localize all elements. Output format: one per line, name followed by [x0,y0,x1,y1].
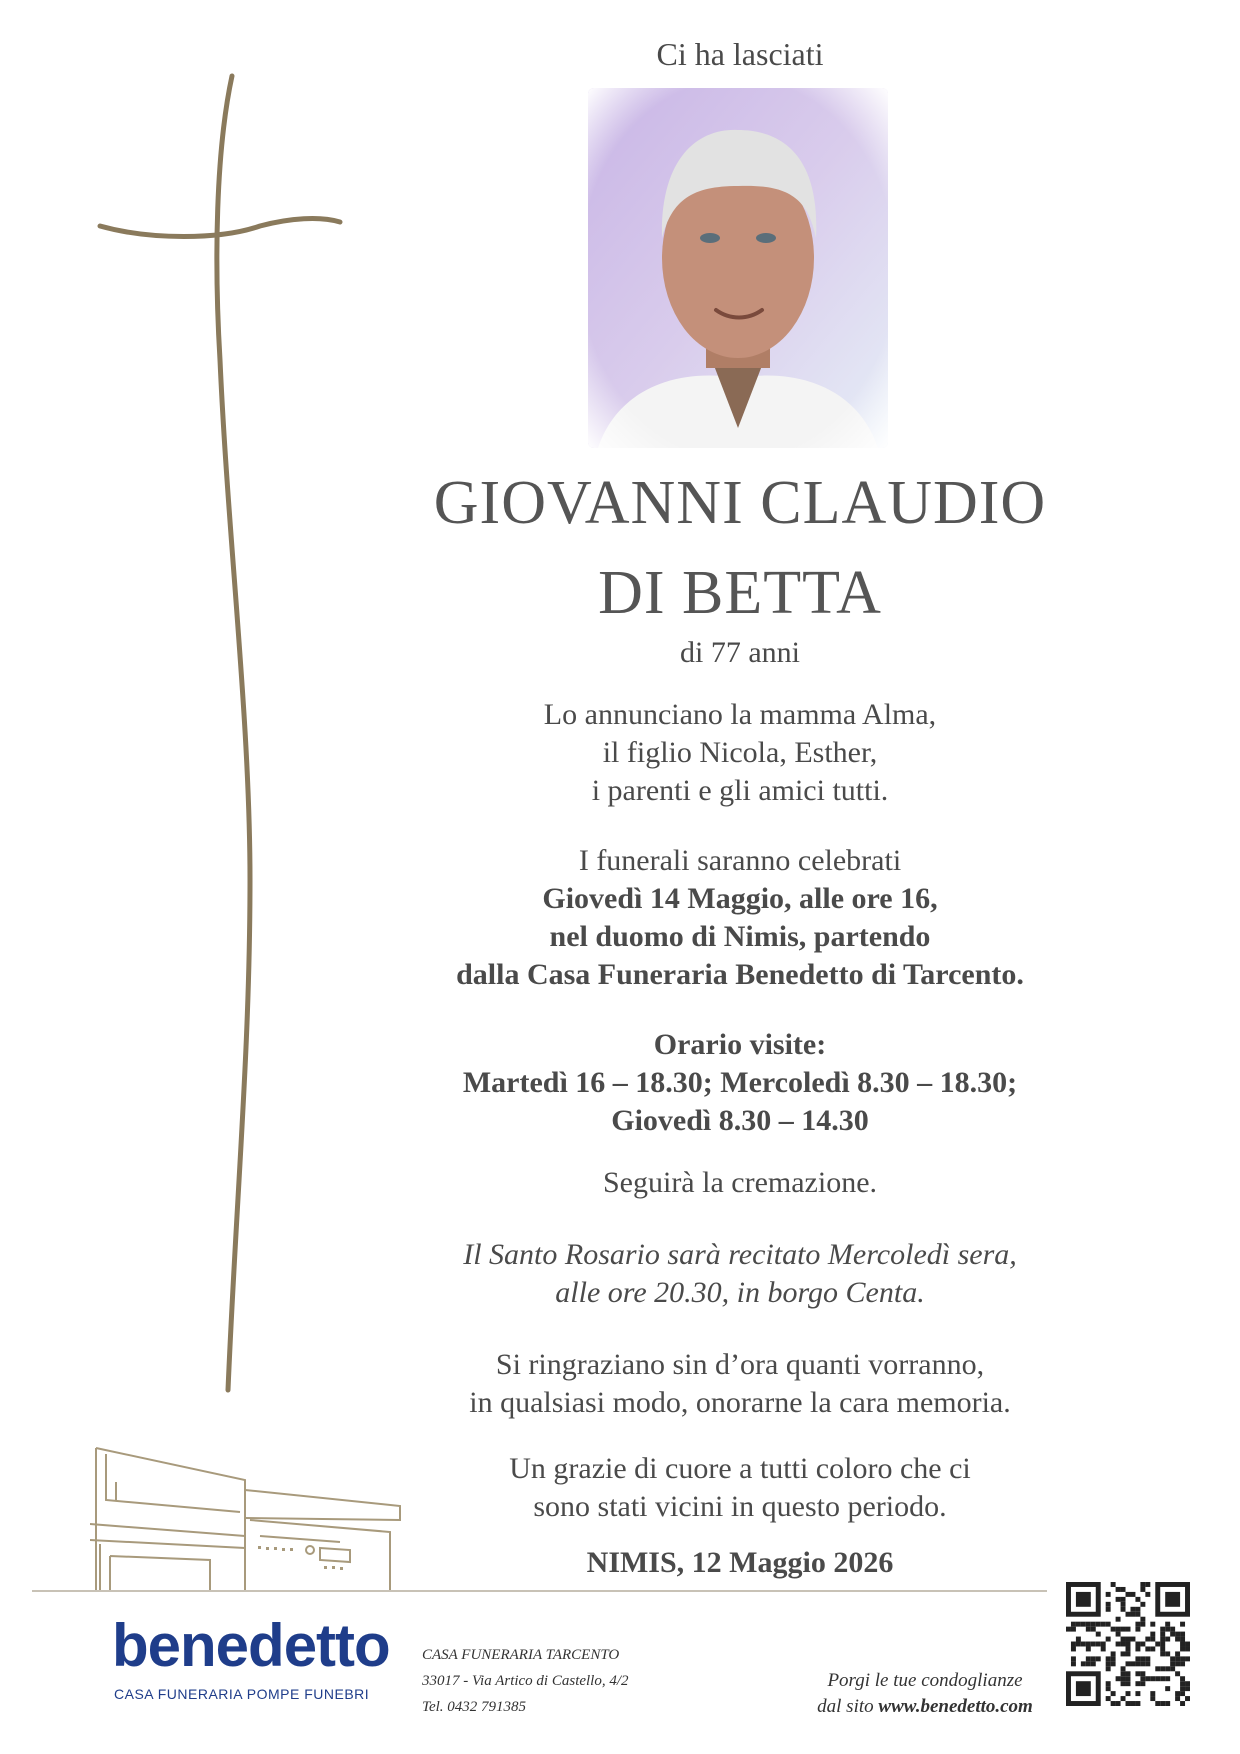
deceased-name [380,458,1100,638]
visiting-title: Orario visite: [653,1028,827,1061]
funeral-detail: dalla Casa Funeraria Benedetto di Tarcento. [456,958,1024,991]
deceased-first-names: GIOVANNI CLAUDIO [433,469,1047,537]
building-illustration [90,1440,410,1592]
funeral-detail: nel duomo di Nimis, partendo [549,920,931,953]
thanks-line: in qualsiasi modo, onorarne la cara memoria. [469,1386,1011,1419]
footer-divider [32,1590,1047,1592]
announcement-line: i parenti e gli amici tutti. [591,774,889,807]
funeral-intro: I funerali saranno celebrati [578,844,902,877]
rosary-note [380,1236,1100,1312]
condolences-line: Porgi le tue condoglianze [827,1670,1023,1691]
website-link[interactable]: www.benedetto.com [878,1696,1033,1717]
visiting-line: Giovedì 8.30 – 14.30 [611,1104,869,1137]
condolences-prefix: dal sito [817,1696,879,1717]
condolences-note [780,1668,1070,1720]
benedetto-logo-subtitle: CASA FUNERARIA POMPE FUNEBRI [114,1686,370,1702]
rosary-line: alle ore 20.30, in borgo Centa. [555,1276,925,1309]
address-line: Tel. 0432 791385 [422,1699,527,1715]
funeral-detail: Giovedì 14 Maggio, alle ore 16, [542,882,938,915]
address-line: 33017 - Via Artico di Castello, 4/2 [422,1673,629,1689]
condolences-line [780,1694,1070,1720]
visiting-hours [380,1026,1100,1140]
visiting-line: Martedì 16 – 18.30; Mercoledì 8.30 – 18.30; [462,1066,1018,1099]
gratitude-line: sono stati vicini in questo periodo. [533,1490,947,1523]
gratitude-note [380,1450,1100,1526]
cremation-note: Seguirà la cremazione. [602,1166,878,1199]
funeral-home-address [422,1642,629,1720]
qr-code[interactable] [1066,1582,1190,1706]
portrait-photo [588,88,888,448]
thanks-line: Si ringraziano sin d’ora quanti vorranno, [495,1348,985,1381]
deceased-surname: DI BETTA [598,559,882,627]
thanks-note [380,1346,1100,1422]
announcement-line: il figlio Nicola, Esther, [602,736,878,769]
announcement-line: Lo annunciano la mamma Alma, [543,698,937,731]
rosary-line: Il Santo Rosario sarà recitato Mercoledì sera, [463,1238,1017,1271]
age-text: di 77 anni [680,636,800,669]
funeral-info [380,842,1100,994]
cross-icon [0,0,360,1420]
benedetto-logo: benedetto [112,1612,390,1679]
intro-text: Ci ha lasciati [656,36,824,72]
gratitude-line: Un grazie di cuore a tutti coloro che ci [509,1452,971,1485]
address-line: CASA FUNERARIA TARCENTO [422,1647,620,1663]
announcement [380,696,1100,810]
place-date: NIMIS, 12 Maggio 2026 [586,1546,894,1579]
